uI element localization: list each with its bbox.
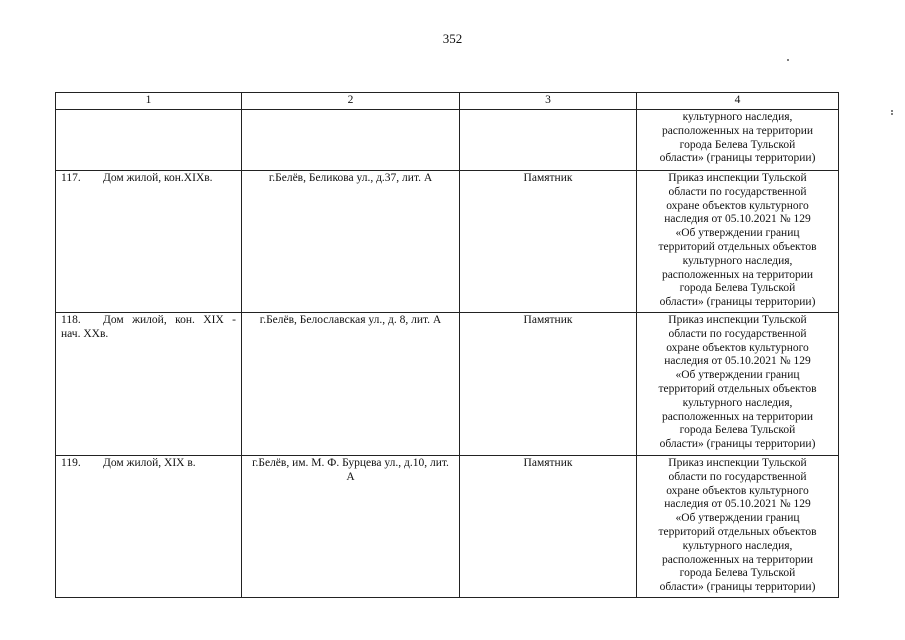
- document-line: расположенных на территории: [661, 410, 814, 423]
- scan-speck: [891, 113, 893, 115]
- column-header-1: 1: [56, 93, 242, 110]
- document-line: расположенных на территории: [661, 268, 814, 281]
- document-line: расположенных на территории: [661, 124, 814, 137]
- document-line: города Белева Тульской: [679, 567, 796, 580]
- document-line: области по государственной: [668, 327, 807, 340]
- row-number: 117.: [61, 172, 81, 184]
- document-line: расположенных на территории: [661, 553, 814, 566]
- document-line: наследия от 05.10.2021 № 129: [664, 355, 811, 368]
- document-cell: [637, 313, 839, 456]
- table-row: [56, 313, 839, 456]
- document-line: территорий отдельных объектов: [658, 382, 817, 395]
- document-line: области по государственной: [668, 185, 807, 198]
- document-cell: [637, 171, 839, 313]
- page-number: 352: [442, 31, 463, 46]
- document-line: охране объектов культурного: [666, 199, 809, 212]
- row-number: 119.: [61, 457, 81, 469]
- table-row: [56, 456, 839, 598]
- document-line: территорий отдельных объектов: [658, 525, 817, 538]
- address-cell: г.Белёв, Беликова ул., д.37, лит. А: [242, 171, 460, 313]
- document-line: «Об утверждении границ: [675, 369, 800, 382]
- document-line: «Об утверждении границ: [675, 512, 800, 525]
- category-cell: Памятник: [460, 456, 637, 598]
- document-cell: [637, 456, 839, 598]
- document-line: города Белева Тульской: [679, 424, 796, 437]
- document-cell: [637, 110, 839, 171]
- document-line: области» (границы территории): [659, 438, 816, 451]
- document-line: культурного наследия,: [682, 396, 793, 409]
- document-line: наследия от 05.10.2021 № 129: [664, 213, 811, 226]
- table-header-row: [56, 93, 839, 110]
- name-cell: [56, 110, 242, 171]
- address-cell: г.Белёв, им. М. Ф. Бурцева ул., д.10, лит. А: [242, 456, 460, 598]
- name-cell: [56, 456, 242, 598]
- column-header-4: 4: [637, 93, 839, 110]
- document-line: Приказ инспекции Тульской: [668, 457, 807, 469]
- object-name: Дом жилой, XIX в.: [103, 457, 196, 469]
- name-cell: [56, 171, 242, 313]
- document-line: области» (границы территории): [659, 581, 816, 594]
- document-line: охране объектов культурного: [666, 484, 809, 497]
- document-line: области» (границы территории): [659, 152, 816, 165]
- column-header-2: 2: [242, 93, 460, 110]
- document-line: области» (границы территории): [659, 296, 816, 309]
- table-row-continuation: [56, 110, 839, 171]
- object-name: Дом жилой, кон. XIX - нач. XXв.: [61, 314, 236, 340]
- category-cell: Памятник: [460, 313, 637, 456]
- address-cell: [242, 110, 460, 171]
- document-line: города Белева Тульской: [679, 282, 796, 295]
- category-cell: Памятник: [460, 171, 637, 313]
- address-cell: г.Белёв, Белославская ул., д. 8, лит. А: [242, 313, 460, 456]
- document-line: Приказ инспекции Тульской: [668, 314, 807, 326]
- document-line: области по государственной: [668, 470, 807, 483]
- document-line: «Об утверждении границ: [675, 227, 800, 240]
- document-line: города Белева Тульской: [679, 138, 796, 151]
- document-line: культурного наследия,: [682, 539, 793, 552]
- column-header-3: 3: [460, 93, 637, 110]
- document-line: территорий отдельных объектов: [658, 240, 817, 253]
- row-number: 118.: [61, 314, 81, 326]
- scan-speck: [891, 110, 893, 112]
- document-line: наследия от 05.10.2021 № 129: [664, 498, 811, 511]
- heritage-objects-table: [55, 92, 839, 598]
- table-row: [56, 171, 839, 313]
- document-line: Приказ инспекции Тульской: [668, 172, 807, 184]
- document-line: охране объектов культурного: [666, 341, 809, 354]
- document-line: культурного наследия,: [682, 254, 793, 267]
- document-line: культурного наследия,: [682, 111, 793, 123]
- object-name: Дом жилой, кон.XIXв.: [103, 172, 213, 184]
- category-cell: [460, 110, 637, 171]
- scan-speck: [787, 59, 789, 61]
- name-cell: [56, 313, 242, 456]
